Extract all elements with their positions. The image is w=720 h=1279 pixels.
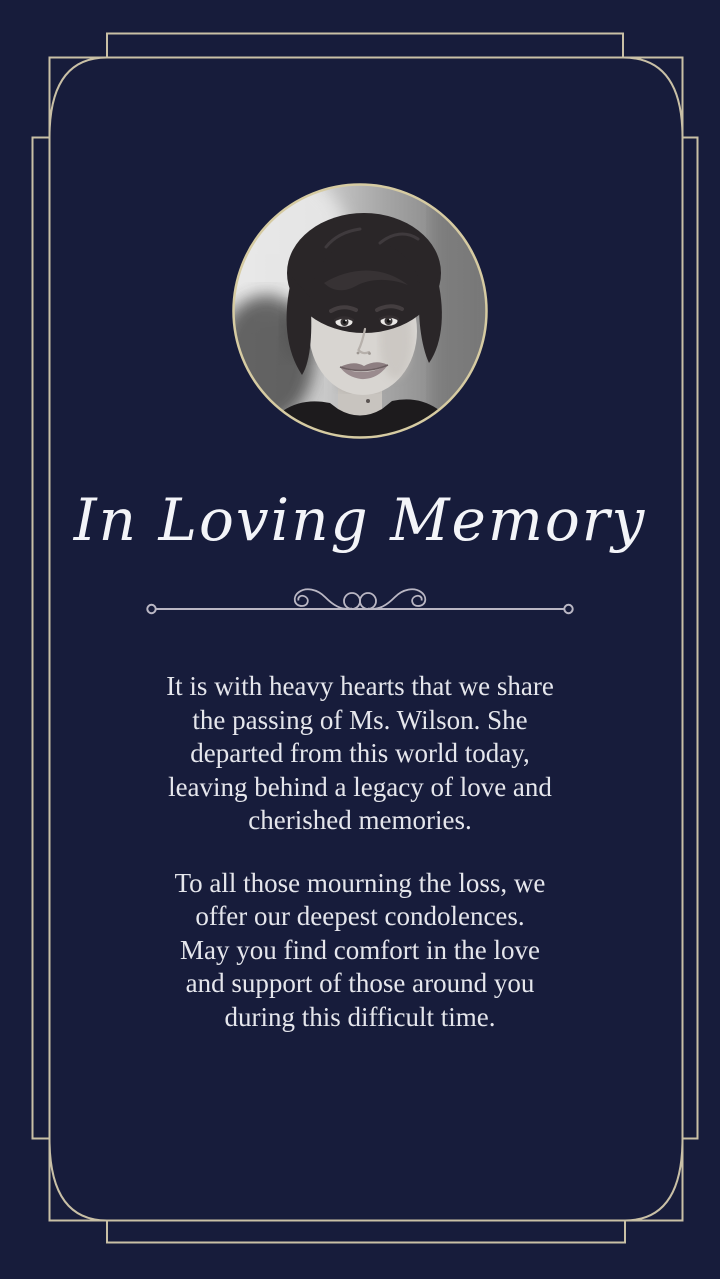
text-line: and support of those around you	[185, 968, 535, 998]
condolence-text	[0, 670, 720, 1034]
flourish-divider-icon	[145, 585, 575, 625]
text-line: departed from this world today,	[190, 738, 530, 768]
divider-end-ring-right	[564, 605, 572, 613]
text-line: offer our deepest condolences.	[195, 901, 525, 931]
text-line: leaving behind a legacy of love and	[168, 771, 552, 802]
memorial-paragraph-2	[0, 867, 720, 1035]
text-line: It is with heavy hearts that we share	[166, 671, 554, 701]
portrait-illustration	[230, 181, 490, 441]
text-line: cherished memories.	[248, 805, 472, 835]
divider-scroll-ornament	[295, 589, 426, 609]
text-line: during this difficult time.	[224, 1001, 496, 1032]
portrait-photo	[230, 181, 490, 441]
divider-end-ring-left	[147, 605, 155, 613]
memorial-paragraph-1	[0, 670, 720, 838]
text-line: the passing of Ms. Wilson. She	[192, 704, 528, 735]
page-title: In Loving Memory	[73, 486, 647, 554]
text-line: May you find comfort in the love	[180, 934, 540, 965]
text-line: To all those mourning the loss, we	[174, 867, 546, 898]
